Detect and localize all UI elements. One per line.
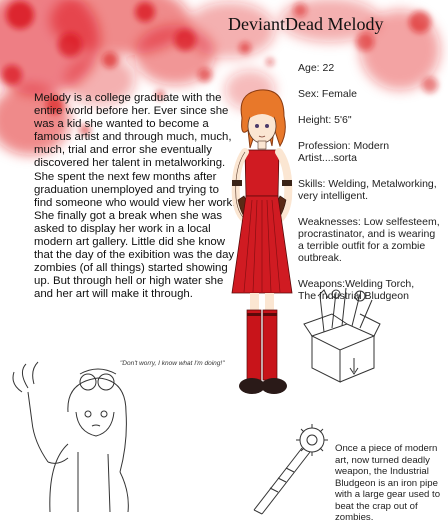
stat-profession: Profession: Modern Artist....sorta [298, 140, 390, 164]
stat-age: Age: 22 [298, 62, 335, 74]
melody-welding-sketch [8, 362, 158, 516]
melody-figure [212, 88, 312, 406]
speech-bubble-text: "Don't worry, I know what I'm doing!" [120, 360, 225, 367]
stat-height: Height: 5'6" [298, 114, 352, 126]
stat-weaknesses: Weaknesses: Low selfesteem, procrastinator, and is wearing a terrible outfit for a zombie outbreak. [298, 216, 440, 264]
stat-weapons: Weapons:Welding Torch, The Industrial Bludgeon [298, 278, 415, 302]
stat-sex: Sex: Female [298, 88, 357, 100]
industrial-bludgeon-sketch [240, 418, 336, 516]
scrap-box-sketch [302, 284, 382, 384]
stats-list [298, 62, 440, 316]
page-title: DeviantDead Melody [228, 14, 384, 34]
character-bio: Melody is a college graduate with the entire world before her. Ever since she was a kid she wanted to become a famous artist and through much, much, much, trial and error she eventually discovered her talent in metalworking. She spent the next few months after graduation unemployed and trying to find someone who would view her work. She finally got a break when she was asked to display her work in a local modern art gallery. Little did she know that the day of the exibition was the day zombies (of all things) started showing up. But through hell or high water she and her art will make it through. [34, 92, 236, 301]
stat-skills: Skills: Welding, Metalworking, very intelligent. [298, 178, 437, 202]
weapon-caption: Once a piece of modern art, now turned deadly weapon, the Industrial Bludgeon is an iron pipe with a large gear used to beat the crap out of zombies. [335, 443, 441, 523]
